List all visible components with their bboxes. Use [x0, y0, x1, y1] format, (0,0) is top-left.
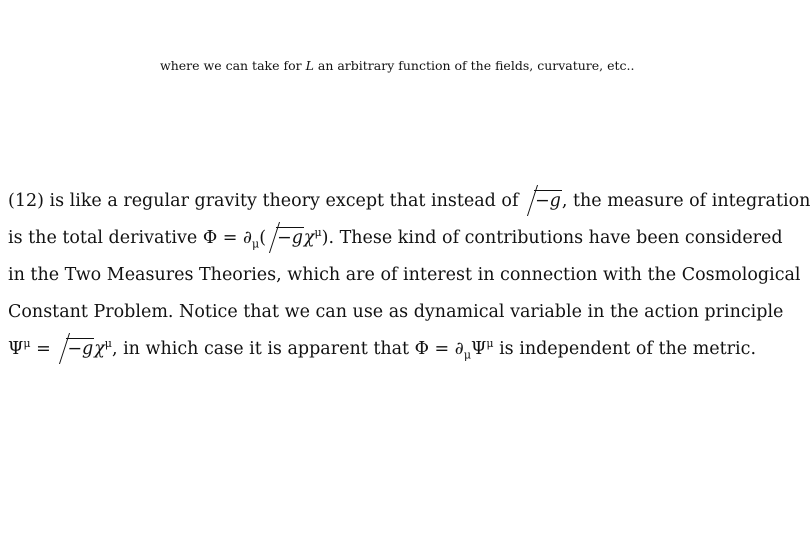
sqrt-symbol: −g [56, 331, 94, 368]
intro-text: where we can take for L an arbitrary function of the fields, curvature, etc.. [160, 58, 635, 73]
paragraph-line-1: (12) is like a regular gravity theory except that instead of −g, the measure of integration [8, 183, 713, 220]
main-paragraph [8, 183, 810, 368]
paragraph-line-5: $\Psi^\mu = -g\chi^\mu$, in which case it is apparent that $\Phi = \partial_\mu\Psi^\mu$ is independent of the metric. [8, 331, 713, 368]
paragraph-line-3: in the Two Measures Theories, which are of interest in connection with the Cosmological [8, 265, 801, 285]
paragraph-line-4: Constant Problem. Notice that we can use as dynamical variable in the action principle [8, 302, 784, 322]
sqrt-symbol: −g [266, 220, 304, 257]
paragraph-line-2: is the total derivative $\Phi = \partial_\mu( -g\chi^\mu)$. These kind of contributions have been considered [8, 220, 713, 257]
intro-sentence [160, 58, 635, 73]
sqrt-symbol: −g [524, 183, 562, 220]
